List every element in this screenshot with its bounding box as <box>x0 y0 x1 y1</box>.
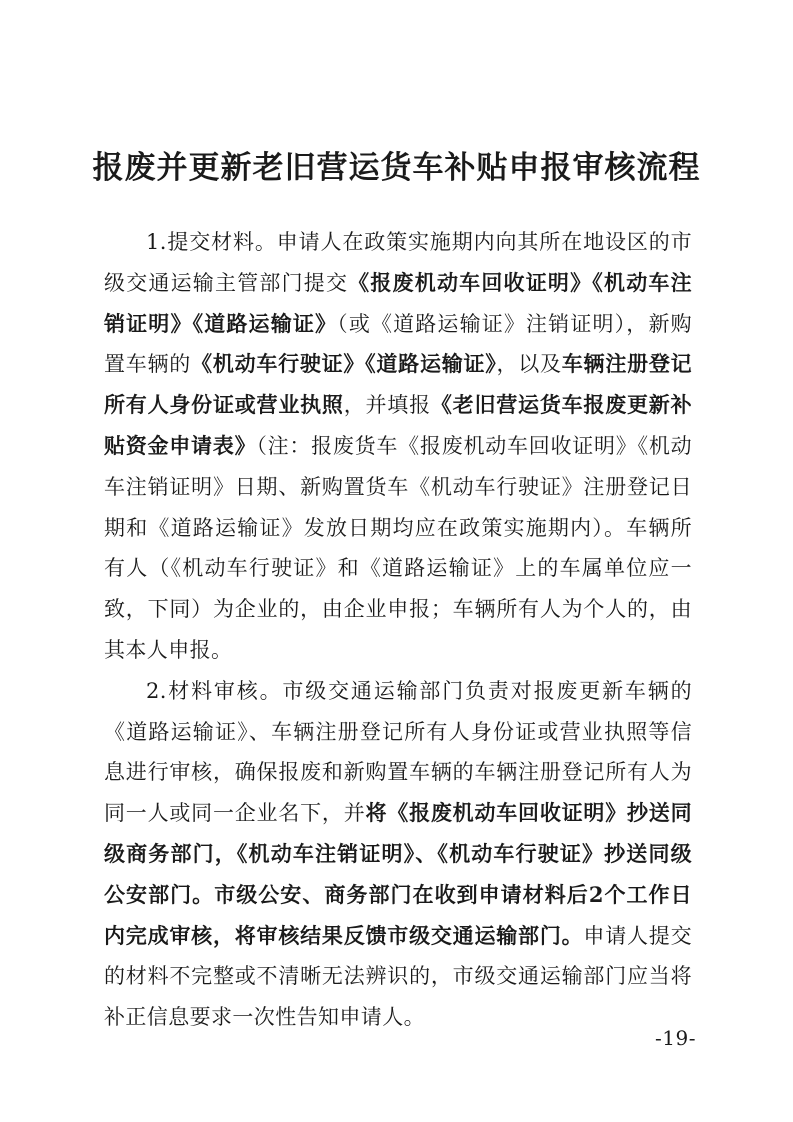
text-segment: （注：报废货车《报废机动车回收证明》《机动车注销证明》日期、新购置货车《机动车行驶证》注册登记日期和《道路运输证》发放日期均应在政策实施期内）。车辆所有人（《机动车行驶证》和《道路运输证》上的车属单位应一致，下同）为企业的，由企业申报；车辆所有人为个人的，由其本人申报。 <box>104 433 692 662</box>
text-segment: （或《道路运输证》注销证明），新购置车辆的 <box>104 311 692 377</box>
text-segment-bold: 将《报废机动车回收证明》抄送同级商务部门，《机动车注销证明》、《机动车行驶证》抄送同级公安部门。市级公安、商务部门在收到申请材料后2个工作日内完成审核，将审核结果反馈市级交通运输部门。 <box>104 800 692 948</box>
document-body <box>104 222 692 1038</box>
text-segment-bold: 《机动车行驶证》《道路运输证》 <box>191 351 497 377</box>
page-number: -19- <box>655 1026 696 1050</box>
paragraph-material-review <box>104 671 692 1038</box>
text-segment: 1.提交材料。申请人在政策实施期内向其所在地设区的市级交通运输主管部门提交 <box>104 230 692 295</box>
text-segment-bold: 车辆注册登记所有人身份证或营业执照 <box>104 351 693 418</box>
text-segment-bold: 《报废机动车回收证明》《机动车注销证明》《道路运输证》 <box>104 269 692 336</box>
page-title: 报废并更新老旧营运货车补贴申报审核流程 <box>92 150 701 186</box>
text-segment: 申请人提交的材料不完整或不清晰无法辨识的，市级交通运输部门应当将补正信息要求一次性告知申请人。 <box>104 923 692 1030</box>
text-segment-bold: 《老旧营运货车报废更新补贴资金申请表》 <box>104 392 692 458</box>
text-segment: ，并填报 <box>343 393 431 418</box>
text-segment: 2.材料审核。市级交通运输部门负责对报废更新车辆的《道路运输证》、车辆注册登记所有人身份证或营业执照等信息进行审核，确保报废和新购置车辆的车辆注册登记所有人为同一人或同一企业名下，并 <box>104 678 692 826</box>
paragraph-submit-materials <box>104 222 692 671</box>
text-segment: ，以及 <box>496 352 562 377</box>
